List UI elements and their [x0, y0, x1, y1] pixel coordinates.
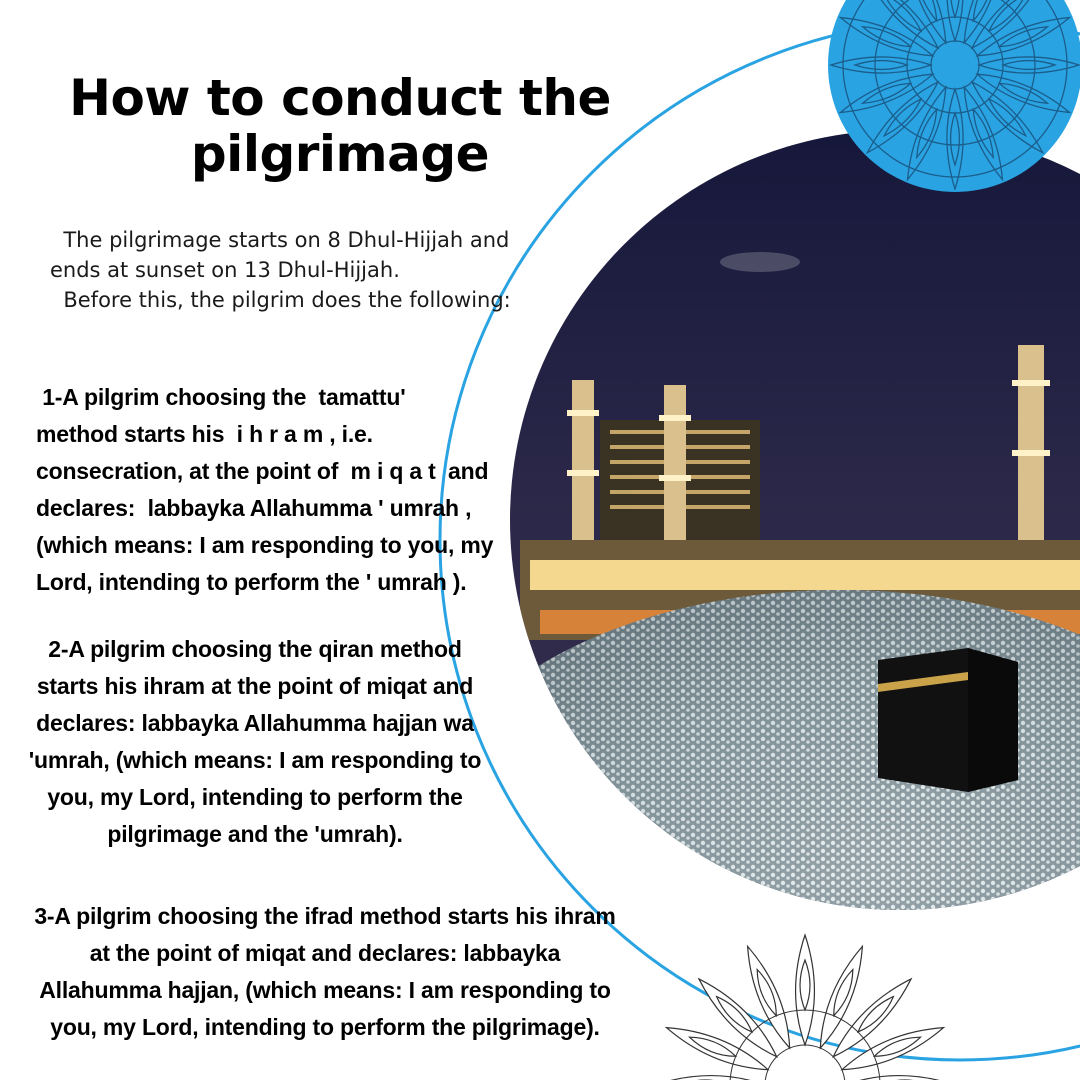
step-line: 3-A pilgrim choosing the ifrad method starts his ihram	[34, 903, 616, 929]
step-line: you, my Lord, intending to perform the pilgrimage).	[50, 1014, 600, 1040]
step-line: consecration, at the point of m i q a t and	[36, 458, 489, 484]
mandala-petal	[845, 1076, 955, 1080]
step-line: declares: labbayka Allahumma ' umrah ,	[36, 495, 472, 521]
step-line: starts his ihram at the point of miqat and	[36, 673, 474, 699]
step-tamattu	[36, 379, 526, 601]
step-line: method starts his i h r a m , i.e.	[36, 421, 373, 447]
intro-line: ends at sunset on 13 Dhul-Hijjah.	[50, 258, 400, 282]
step-line: declares: labbayka Allahumma hajjan wa	[36, 710, 474, 736]
intro-line: The pilgrimage starts on 8 Dhul-Hijjah and	[50, 228, 510, 252]
title-line-2: pilgrimage	[190, 125, 490, 183]
step-line: you, my Lord, intending to perform the	[47, 784, 463, 810]
intro-paragraph	[50, 225, 590, 315]
page-title	[0, 70, 680, 182]
step-line: Lord, intending to perform the ' umrah ).	[36, 569, 467, 595]
step-line: 'umrah, (which means: I am responding to	[28, 747, 482, 773]
step-line: 2-A pilgrim choosing the qiran method	[48, 636, 462, 662]
step-line: pilgrimage and the 'umrah).	[107, 821, 403, 847]
step-line: 1-A pilgrim choosing the tamattu'	[36, 384, 406, 410]
step-line: at the point of miqat and declares: labbayka	[89, 940, 561, 966]
intro-line: Before this, the pilgrim does the following:	[50, 288, 511, 312]
step-qiran	[10, 631, 500, 853]
step-line: (which means: I am responding to you, my	[36, 532, 494, 558]
title-line-1: How to conduct the	[69, 69, 611, 127]
step-ifrad	[10, 898, 640, 1046]
mandala-petal	[655, 1076, 765, 1080]
step-line: Allahumma hajjan, (which means: I am responding to	[39, 977, 611, 1003]
